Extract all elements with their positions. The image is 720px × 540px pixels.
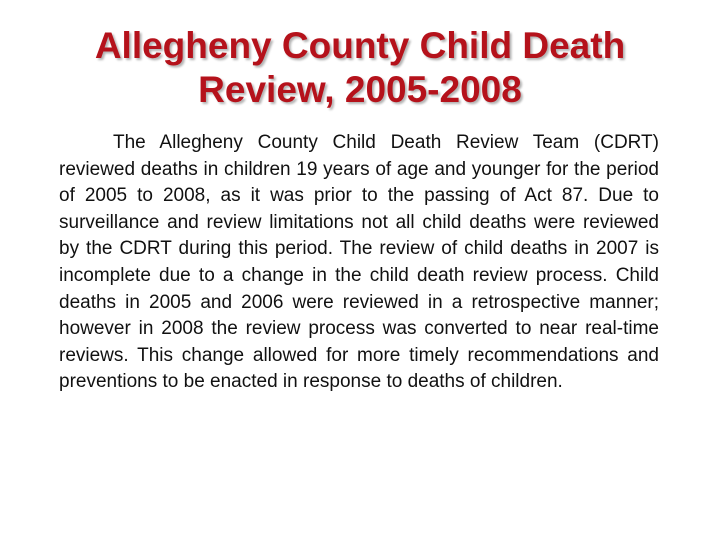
slide-title: Allegheny County Child Death Review, 2005-2008 [94, 25, 626, 110]
slide-body-paragraph: The Allegheny County Child Death Review Team (CDRT) reviewed deaths in children 19 years of age and younger for the period of 2005 to 2008, as it was prior to the passing of Act 87. Due to surveillance and review limitations not all child deaths were reviewed by the CDRT during this period. The review of child deaths in 2007 is incomplete due to a change in the child death review process. Child deaths in 2005 and 2006 were reviewed in a retrospective manner; however in 2008 the review process was converted to near real-time reviews. This change allowed for more timely recommendations and preventions to be enacted in response to deaths of children. [59, 132, 659, 393]
